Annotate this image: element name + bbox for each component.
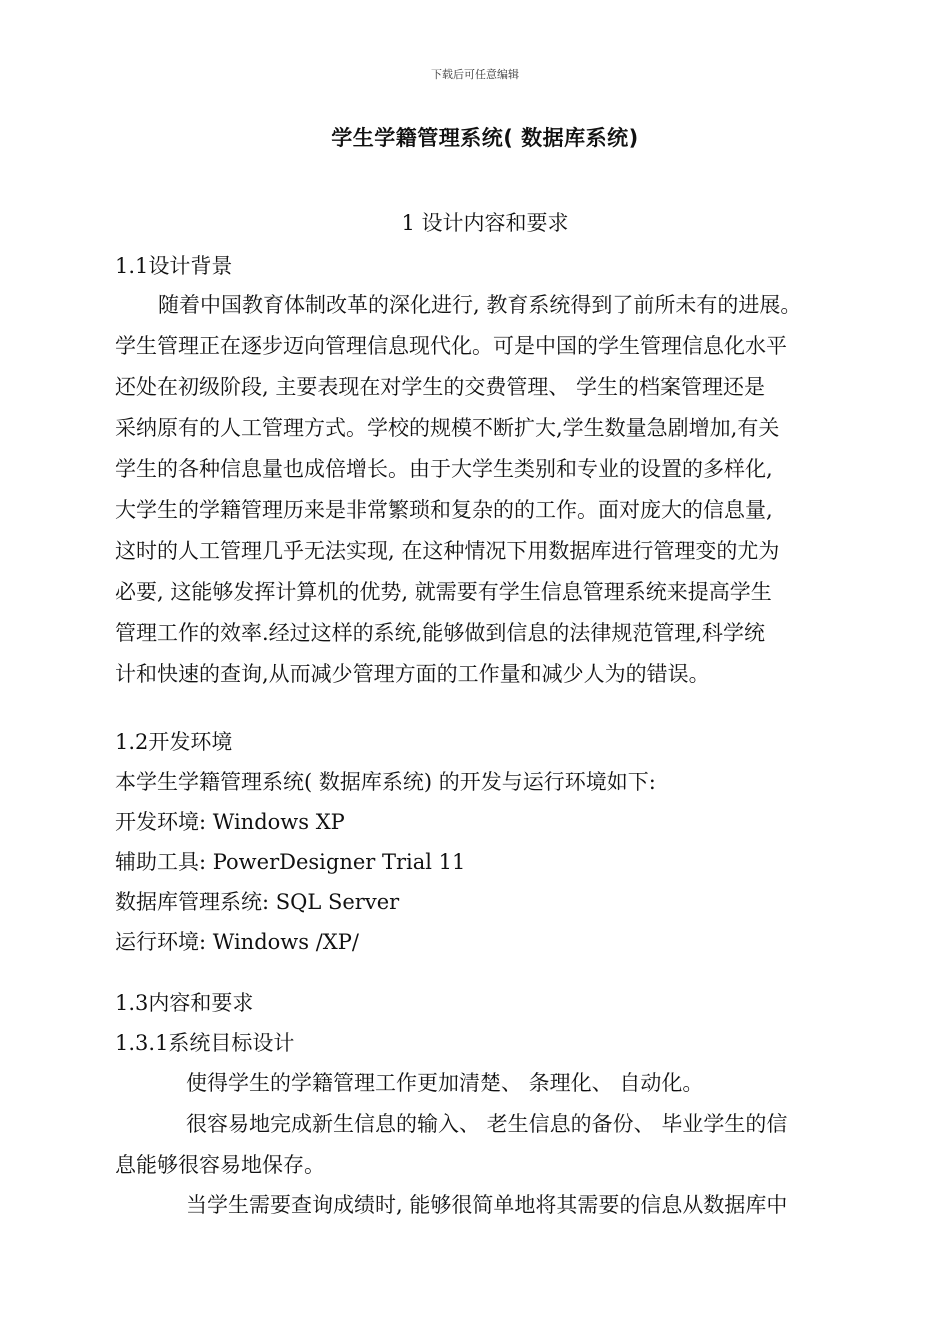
- subheading-1-3-1: 1.3.1系统目标设计: [115, 1031, 295, 1055]
- paragraph-line: 学生管理正在逐步迈向管理信息现代化。可是中国的学生管理信息化水平: [115, 334, 787, 358]
- bullet-item: [158, 1189, 787, 1219]
- paragraph-line: 随着中国教育体制改革的深化进行, 教育系统得到了前所未有的进展。: [158, 293, 802, 317]
- page-title: 学生学籍管理系统( 数据库系统): [331, 126, 639, 150]
- env-runtime-line: 运行环境: Windows /XP/: [115, 930, 359, 954]
- paragraph-line: 还处在初级阶段, 主要表现在对学生的交费管理、 学生的档案管理还是: [115, 375, 766, 399]
- env-dbms-line: 数据库管理系统: SQL Server: [115, 890, 400, 914]
- paragraph-line: 这时的人工管理几乎无法实现, 在这种情况下用数据库进行管理变的尤为: [115, 539, 780, 563]
- bullet-continuation: 息能够很容易地保存。: [115, 1153, 325, 1177]
- section-heading-1: 1 设计内容和要求: [401, 211, 569, 235]
- subheading-1-1: 1.1设计背景: [115, 254, 233, 278]
- paragraph-line: 学生的各种信息量也成倍增长。由于大学生类别和专业的设置的多样化,: [115, 457, 773, 481]
- subheading-1-3: 1.3内容和要求: [115, 991, 254, 1015]
- bullet-text: 很容易地完成新生信息的输入、 老生信息的备份、 毕业学生的信: [186, 1112, 788, 1136]
- paragraph-line: 计和快速的查询,从而减少管理方面的工作量和减少人为的错误。: [115, 662, 710, 686]
- bullet-item: [158, 1108, 787, 1138]
- bullet-item: [158, 1067, 703, 1097]
- paragraph-line: 大学生的学籍管理历来是非常繁琐和复杂的的工作。面对庞大的信息量,: [115, 498, 773, 522]
- subheading-1-2: 1.2开发环境: [115, 730, 233, 754]
- env-intro-line: 本学生学籍管理系统( 数据库系统) 的开发与运行环境如下:: [115, 770, 656, 794]
- env-tool-line: 辅助工具: PowerDesigner Trial 11: [115, 850, 466, 874]
- header-note: 下载后可任意编辑: [431, 68, 519, 81]
- bullet-text: 当学生需要查询成绩时, 能够很简单地将其需要的信息从数据库中: [186, 1193, 788, 1217]
- paragraph-line: 管理工作的效率.经过这样的系统,能够做到信息的法律规范管理,科学统: [115, 621, 766, 645]
- paragraph-line: 采纳原有的人工管理方式。学校的规模不断扩大,学生数量急剧增加,有关: [115, 416, 780, 440]
- paragraph-line: 必要, 这能够发挥计算机的优势, 就需要有学生信息管理系统来提高学生: [115, 580, 772, 604]
- env-dev-line: 开发环境: Windows XP: [115, 810, 345, 834]
- bullet-text: 使得学生的学籍管理工作更加清楚、 条理化、 自动化。: [186, 1071, 704, 1095]
